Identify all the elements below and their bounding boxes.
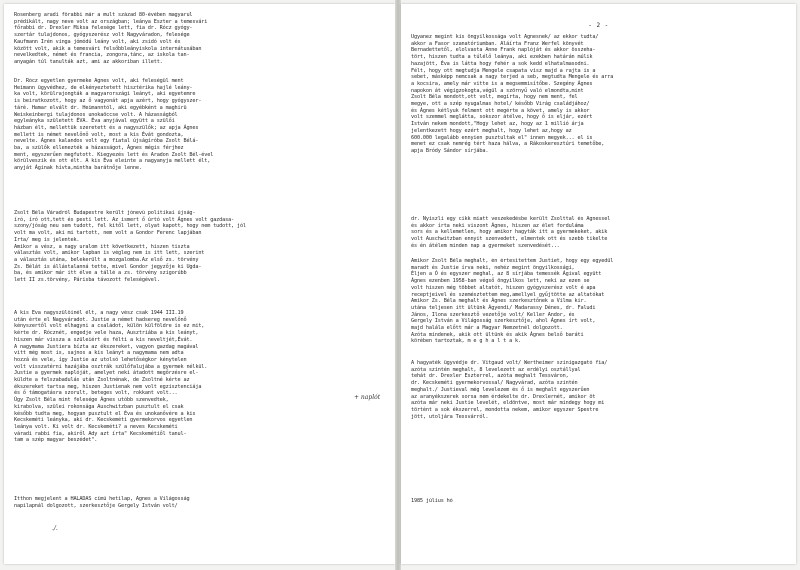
paragraph-rosenberg: Rosenberg aradi főrabbi már a mult század 80-évében magyarul prédikált, nagy neve volt az országban; leánya Eszter a temesvári főrabbi dr. Drexler Miksa felesége lett, fia dr. Rócz gyógy- szertár tulajdonos, gyógyszerész volt Nagyváradon, felesége Kaufmann Irén vinga jómódú leány volt, aki zsidó volt és között volt, akik a temesvári felsőbbleányiskola internátusában nevelkedtek, német és francia, zongora,tánc, az iskola tan- anyagán túl tanulták azt, ami az akkoriban illett. [14, 12, 208, 65]
left-page [4, 4, 395, 564]
paragraph-fasor-szanatorium: Ugyanez megint kis öngyilkossága volt Ágnesnek/ az ekkor tudta/ akkor a Fasor szanatóriumban. Aláírta Franz Werfel könyvét Bernadettetől, elolvasta Anne Frank naplóját és akkor összeha- tört, hiszen tudta a túlélő leánya, aki ezekben határán múlik hazajött, Éva is látta hogy fehér a sok kedd elhatalmasodni. Félt, hogy ott megtudja Mengele csapata visz majd a rajta is a sebet, másképp nemcsak a nagy terjed a seb, megtudta Mengele és arra a kocsira, amely már vitte is a megsemmisítőbe. Szegény Ágnes napokon át végigzokogta,végül a szörnyű való elmondta,mint Zsolt Béla mondott,ott volt, megírta, hogy nem ment, fel megye, ott a szép nyugalmas hotel/ később Virág családjához/ és Ágnes kétlyuk felment ott megérte a követ, amely is akkor volt szemmel meglátta, sokszor átélve, hogy ő is eljár, ezért István nekem mondott,"Hogy lehet az, hogy az 1 millió árja jelentkezett hogy ezért meghalt, hogy lehet az,hogy az 600.000 legalább ennyien pusztultak el" innen megyek... el is menet ez csak nemrég tért haza hálva, a Rákoskeresztúri temetőbe, apja Bródy Sándor sírjába. [411, 34, 614, 154]
paragraph-haladas: Itthon megjelent a HALADÁS című hetilap, Ágnes a Világosság napilapnál dolgozott, szerkesztője Gergely István volt/ [14, 496, 190, 509]
date-line: 1985 július hó [411, 498, 453, 504]
paragraph-zsolt-bela-halala: Amikor Zsolt Béla meghalt, én értesítettem Justiet, hogy egy egyedül maradt és Justie írva neki, nehéz megint öngyilkossági, Éljen a Ó és egyszer meghal, az 8 sírjába temessék Ágival együtt Ágnes ezenben 1958-ban végső öngyilkos lett, neki az ezen se volt hiszen még többet altatót, hiszen gyógyszerész volt é apa receptjeivel és szemésztettem meg,amellyel gyűjtötte az altatókat Amikor Zs. Béla meghalt és Ágnes szerkesztőnek a Vilma kir. utána teljesen itt ültünk Ágyendi/ Madarassy Dénes, dr. Faludi János, Ilona szerkesztő vezetője volt/ Keller Andor, és Gergely István a Világosság szerkesztője, ahol Ágnes írt volt, majd halála előtt már a Magyar Nemzetnél dolgozott. Azóta mindenek, akik ott ültünk és akik Ágnes belső baráti körében tartoztak, m e g h a l t a k. [411, 258, 614, 345]
paragraph-hagyatek: A hagyaték ügyvédje dr. Vitgaud volt/ Wertheimer színigazgató fia/ azóta szintén meghalt, 8 levelezett az erdélyi osztállyal tehát dr. Drexler Eszterrel, azóta meghalt Tessváron, dr. Kecskeméti gyermekorvossal/ Nagyvárad, azóta szintén meghalt./ Justieval még levelezem és ő is meghalt egyszerűen az aranyékszerek sorsa nem érdekelte dr. Drexlernét, amikor öt azóta már neki Justie levelét, eldöntve, most már mindegy hogy mi történt a sok ékszerrel, mondotta nekem, amikor egyszer Spestre jött, utoljára Tessvárról. [411, 360, 608, 420]
paragraph-dr-nyiszli: dr. Nyiszli egy cikk miatt veszekedésbe került Zsolttal és Ágnessel és akkor írta neki viszont Ágnes, hiszen az élet forduláma sors és a kellemetlen, hogy amikor hagyták itt a gyermekeket, akik volt Auschwitzban ennyit szenvedett, elmentek ott és szebb tikelte és én átélem minden nap a gyermeket szenvedését... [411, 216, 611, 249]
right-page [401, 4, 796, 564]
paragraph-zsolt-bela: Zsolt Béla Váradról Budapestre került jónevű politikai újság- író, író ott,tett és pesti lett. Az ismert ő úrtó volt Ágnes volt gazdasa- szony/jóság neu sem tudott, fel kitől lett, olyat kapott, hogy nem tudott, jól volt ma volt, aki mi tartott, nem volt a Gondor Ferenc lapjában Irta/ meg is jelentek. Amikor a vész, a nagy uralom itt következett, hiszen tiszta választás volt, amikor lapban is végleg nem is itt lett, szerint a választás utána, belekerült a mozgalomba.Az első zs. törvény Zs. Bélát is állástalanná tette, mivel Gondor jegyzője ki Ugda- ba, és amikor már itt élve a tállé a zs. törvény szigorúbb lett II zs.törvény, Párisba távozott feleségével. [14, 210, 246, 284]
paragraph-kis-eva: A kis Éva nagyszülőinél élt, a nagy vész csak 1944 III.19 után érte el Nagyváradot. Justie a német hadsereg nevelőnő kényszertől volt elhagyni a családot, külön külföldre is ez mit, kérte dr. Rócznét, engedje vele haza, Ausztriába a kis leányt, hiszen már vissza a szüleiért és félti a kis neveltjét,Évát. A nagymama Justiera bízta az ékszereket, vagyon gazdag magával vitt még most is, sajnos a kis leányt a nagymama nem adta hozzá és vele, így Justie az utolsó lehetőségkor kénytelen volt visszatérni hazájába osztrák szülőfalujába a gyermek nélkül. Justie a gyermek naplóját, amelyet neki átadott megőrzésre el- küldte a felszabadulás után Zsoltnénak, de Zsoltné kérte az ékszereket tartsa meg, hiszen Justienak nem volt egzisztenciája és ő támogatásra szorult, beteges volt, rokkant volt... Úgy Zsolt Béla mint felesége Ágnes utóbb szenvedtek, kirabolva, szülei rokonsága Auschwitzban pusztult el csak később tudta meg, hogyan pusztult el Éva és unokanővére a kis Kecskeméti leányka, aki dr. Kecskeméti gyermekorvos egyetlen leánya volt. Ki volt dr. Kecskeméti? a neves Kecskeméti váradi rabbi fia, akiről Ady azt írta" Kecskemétiől tanul- tam a szép magyar beszédet". [14, 310, 208, 444]
paragraph-dr-rocz: Dr. Rócz egyetlen gyermeke Ágnes volt, aki feleségül ment Heimann ügyvédhez, de elkényeztetett hisztérika hajlé leány- ka volt, körülrajongták a magyarországi leányt, aki egyetemre is beiratkozott, hogy az ő vagyonát apja azért, hogy gyógyszer- táré. Hamar elvált dr. Heimanntól, aki egyébként a maghirü Weiskeinbergi tulajdonos unokaöccse volt. A házasságból egyleányka született ÉVA. Éva anyjával együtt a szülői házban élt, mellettük szeretett és a nagyszülők; az apja Ágnes mellett is német nevelőnő volt, most a kis Évát gondozta, nevelte. Ágnes kalandos volt egy fiatal újságíróba Zsolt Bélá- ba, a szülők ellenezték a házasságot, Ágnes mégis férjhez ment, egyszerűen megfutott. Kiegyezés lett és Aradon Zsolt Bél-ével körülveszik és ott élt. A kis Éva eleinte a nagyanyja mellett élt, anyját Áginak hívta,mintha barátnője lenne. [14, 78, 214, 172]
handwritten-margin-note: + naplót [354, 394, 381, 401]
closing-mark: ./. [52, 525, 58, 532]
page-number: - 2 - [588, 22, 609, 29]
